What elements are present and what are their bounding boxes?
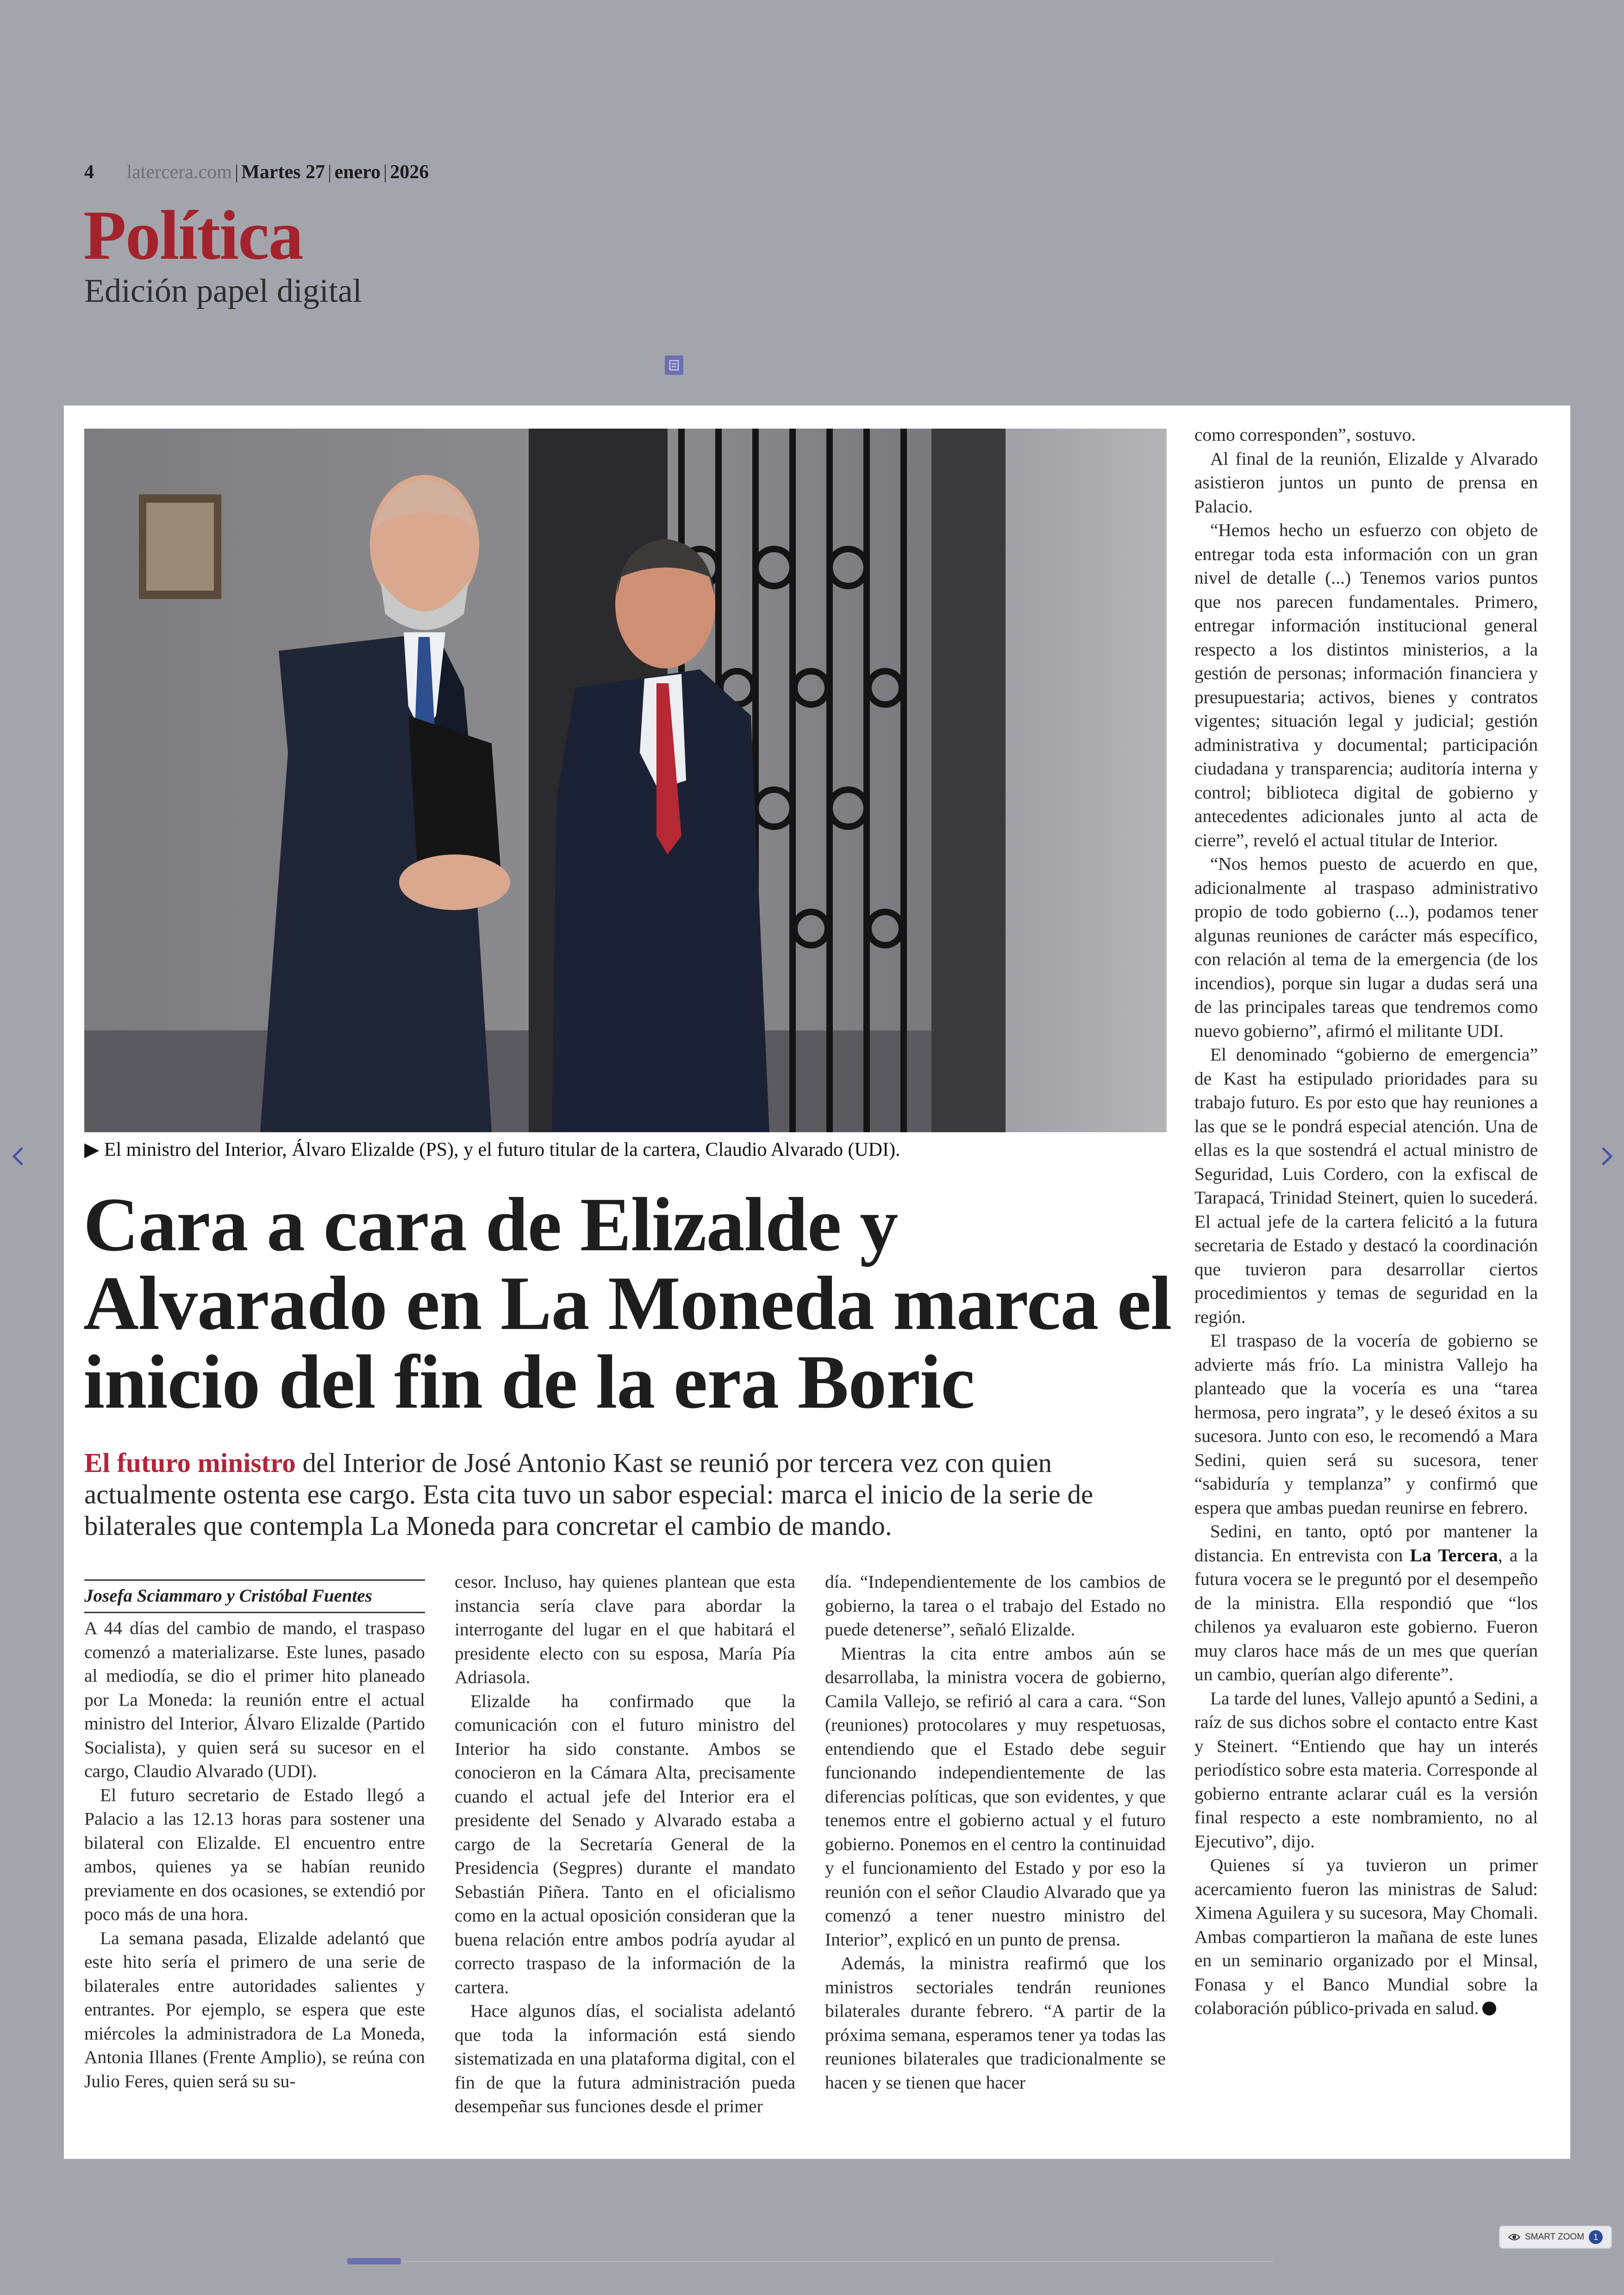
- paragraph-text: , a la futura vocera se le preguntó por el desempeño de la ministra. Ella respondió que “los chilenos ya evaluaron este gobierno. Fueron muy claros hace más de un mes que querían un cambio, querían algo diferente”.: [1194, 1545, 1538, 1684]
- chevron-left-icon: [6, 1138, 30, 1175]
- date-day: Martes 27: [241, 162, 325, 183]
- article-photo: [84, 429, 1167, 1132]
- paragraph: El traspaso de la vocería de gobierno se advierte más frío. La ministra Vallejo ha planteado que la vocería es una “tarea hermosa, pero ingrata”, y le deseó éxitos a su sucesora. Junto con eso, le recomendó a Mara Sedini, quien será su sucesora, tener “sabiduría y templanza” y confirmó que espera que ambas puedan reunirse en febrero.: [1194, 1330, 1538, 1518]
- page-number: 4: [84, 162, 94, 183]
- paragraph: Elizalde ha confirmado que la comunicación con el futuro ministro del Interior ha sido constante. Ambos se conocieron en la Cámara Alta, precisamente cuando el actual jefe del Interior era el presidente del Senado y Alvarado estaba a cargo de la Secretaría General de la Presidencia (Segpres) durante el mandato Sebastián Piñera. Tanto en el oficialismo como en la actual oposición consideran que la buena relación entre ambos podría ayudar al correcto traspaso de la información de la cartera.: [455, 1690, 795, 1997]
- article-column-2: [455, 1570, 795, 2119]
- brand-name: La Tercera: [1410, 1545, 1498, 1565]
- caption-triangle-icon: ▶: [84, 1139, 104, 1160]
- paragraph: cesor. Incluso, hay quienes plantean que esta instancia sería clave para abordar la interrogante del lugar en el que habitará el presidente electo con su esposa, María Pía Adriasola.: [455, 1572, 795, 1687]
- eye-icon: [1508, 2233, 1520, 2241]
- paragraph: Mientras la cita entre ambos aún se desarrollaba, la ministra vocera de gobierno, Camila Vallejo, se refirió al cara a cara. “Son (reuniones) protocolares y muy respetuosas, entendiendo que el Estado debe seguir funcionando independientemente de las diferencias políticas, que son evidentes, y que tenemos entre el gobierno actual y el futuro gobierno. Ponemos en el centro la continuidad y el funcionamiento del Estado y por eso la reunión con el señor Claudio Alvarado que ya comenzó a tener nuestro ministro del Interior”, explicó en un punto de prensa.: [825, 1643, 1166, 1950]
- site-name: latercera.com: [126, 162, 232, 183]
- paragraph: La tarde del lunes, Vallejo apuntó a Sedini, a raíz de sus dichos sobre el contacto entre Kast y Steinert. “Entiendo que hay un interés periodístico sobre esta materia. Corresponde al gobierno entrante aclarar cuál es la versión final respecto a este nombramiento, no al Ejecutivo”, dijo.: [1194, 1688, 1538, 1852]
- paragraph: A 44 días del cambio de mando, el traspaso comenzó a materializarse. Este lunes, pasado al mediodía, se dio el primer hito planeado por La Moneda: la reunión entre el actual ministro del Interior, Álvaro Elizalde (Partido Socialista), y quien será su sucesor en el cargo, Claudio Alvarado (UDI).: [84, 1618, 425, 1781]
- previous-page-button[interactable]: [6, 1138, 30, 1175]
- paragraph: “Nos hemos puesto de acuerdo en que, adicionalmente al traspaso administrativo propio de todo gobierno (...), podamos tener algunas reuniones de carácter más específico, con relación al tema de la emergencia (de los incendios), porque sin lugar a dudas será una de las principales tareas que tendremos como nuevo gobierno”, afirmó el militante UDI.: [1194, 854, 1538, 1041]
- smart-zoom-label: SMART ZOOM: [1524, 2232, 1585, 2242]
- section-title: Política: [83, 196, 303, 274]
- date-year: 2026: [390, 162, 429, 183]
- paragraph: Además, la ministra reafirmó que los ministros sectoriales tendrán reuniones bilaterales durante febrero. “A partir de la próxima semana, esperamos tener ya todas las reuniones bilaterales que tradicionalmente se hacen y se tienen que hacer: [825, 1953, 1166, 2093]
- edition-label: Edición papel digital: [84, 272, 362, 309]
- paragraph: Al final de la reunión, Elizalde y Alvarado asistieron juntos un punto de prensa en Palacio.: [1194, 448, 1538, 517]
- paragraph: Hace algunos días, el socialista adelantó que toda la información está siendo sistematizada en una plataforma digital, con el fin de que la futura administración pueda desempeñar sus funciones desde el primer: [455, 2001, 795, 2116]
- lede-kicker: El futuro ministro: [84, 1447, 296, 1478]
- next-page-button[interactable]: [1595, 1138, 1618, 1175]
- paragraph: El futuro secretario de Estado llegó a Palacio a las 12.13 horas para sostener una bilateral con Elizalde. El encuentro entre ambos, quienes ya se habían reunido previamente en dos ocasiones, se extendió por poco más de una hora.: [84, 1784, 425, 1924]
- bookmark-icon[interactable]: [665, 355, 683, 375]
- paragraph: El denominado “gobierno de emergencia” de Kast ha estipulado prioridades para su trabajo futuro. Es por esto que hay reuniones a las que se le pondrá especial atención. Una de ellas es la que sostendrá el actual ministro de Seguridad, Luis Cordero, con la exfiscal de Tarapacá, Trinidad Steinert, quien lo sucederá. El actual jefe de la cartera felicitó a la futura secretaria de Estado y destacó la coordinación que tuvieron para desarrollar ciertos procedimientos y temas de seguridad en la región.: [1194, 1044, 1538, 1327]
- paragraph: “Hemos hecho un esfuerzo con objeto de entregar toda esta información con un gran nivel de detalle (...) Tenemos varios puntos que nos parecen fundamentales. Primero, entregar información institucional general respecto a los distintos ministerios, a la gestión de personas; información financiera y presupuestaria; activos, bienes y contratos vigentes; situación legal y judicial; gestión administrativa y documental; participación ciudadana y transparencia; auditoría interna y control; biblioteca digital de gobierno y antecedentes adicionales junto al acta de cierre”, reveló el actual titular de Interior.: [1194, 520, 1538, 850]
- paragraph: día. “Independientemente de los cambios de gobierno, la tarea o el trabajo del Estado no puede detenerse”, señaló Elizalde.: [825, 1572, 1166, 1640]
- article-column-1: [84, 1616, 425, 2093]
- byline: Josefa Sciammaro y Cristóbal Fuentes: [84, 1579, 425, 1613]
- paragraph-text: Quienes sí ya tuvieron un primer acercamiento fueron las ministras de Salud: Ximena Aguilera y su sucesora, May Chomali. Ambas compartieron la mañana de este lunes en un seminario organizado por el Minsal, Fonasa y el Banco Mundial sobre la colaboración público-privada en salud.: [1194, 1855, 1538, 2018]
- paragraph: [1194, 1520, 1538, 1687]
- paragraph: La semana pasada, Elizalde adelantó que este hito sería el primero de una serie de bilaterales entre autoridades salientes y entrantes. Por ejemplo, se espera que este miércoles la administradora de La Moneda, Antonia Illanes (Frente Amplio), se reúna con Julio Feres, quien será su su-: [84, 1927, 425, 2091]
- end-of-article-icon: [1482, 2002, 1496, 2015]
- caption-text: El ministro del Interior, Álvaro Elizalde (PS), y el futuro titular de la cartera, Claudio Alvarado (UDI).: [104, 1139, 900, 1160]
- page-progress-track[interactable]: [347, 2261, 1273, 2262]
- paragraph: [1194, 1853, 1538, 2021]
- article-column-4: [1194, 423, 1538, 2021]
- page-progress-indicator[interactable]: [347, 2258, 401, 2264]
- paragraph: como corresponden”, sostuvo.: [1194, 424, 1416, 445]
- article-lede: [84, 1447, 1163, 1541]
- article-headline: Cara a cara de Elizalde y Alvarado en La Moneda marca el inicio del fin de la era Boric: [83, 1182, 1172, 1424]
- chevron-right-icon: [1595, 1138, 1618, 1175]
- photo-caption: [84, 1138, 1167, 1161]
- paragraph-text: Sedini, en tanto, optó por mantener la distancia. En entrevista con: [1194, 1521, 1538, 1565]
- smart-zoom-badge: 1: [1589, 2230, 1603, 2244]
- lede-text: del Interior de José Antonio Kast se reunió por tercera vez con quien actualmente ostenta ese cargo. Esta cita tuvo un sabor especial: marca el inicio de la serie de bilaterales que contempla La Moneda para concretar el cambio de mando.: [84, 1447, 1093, 1541]
- smart-zoom-button[interactable]: [1499, 2226, 1612, 2249]
- date-month: enero: [334, 162, 381, 183]
- article-column-3: [825, 1570, 1166, 2095]
- page-header-meta: 4 latercera.com | Martes 27 | enero | 2026: [84, 162, 429, 183]
